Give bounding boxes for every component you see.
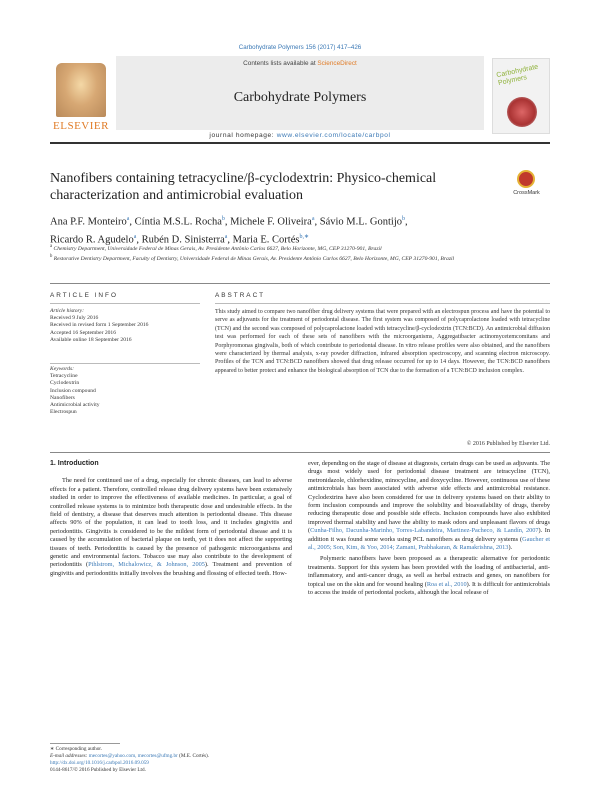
author-affiliation-link[interactable]: b,∗ <box>299 233 309 240</box>
history-received: Received 9 July 2016 <box>50 315 99 322</box>
footnotes <box>50 746 292 774</box>
author-name: Michele F. Oliveira <box>230 216 312 228</box>
author-name: Rubén D. Sinisterra <box>141 234 225 245</box>
homepage-link[interactable]: www.elsevier.com/locate/carbpol <box>276 132 391 139</box>
affiliation-list <box>50 243 550 264</box>
email-link[interactable]: mecortes@yahoo.com, mecortes@ufmg.br <box>88 753 178 759</box>
article-title: Nanofibers containing tetracycline/β-cyclodextrin: Physico-chemical characterization and antimicrobial evaluation <box>50 171 437 203</box>
journal-masthead <box>50 56 550 140</box>
abstract-text: This study aimed to compare two nanofiber drug delivery systems that were prepared with an electrospun process and have the potential to serve as adjuvants for the treatment of periodontal disease. The first system was composed of polycaprolactone loaded with tetracycline (TCN) and the second was composed of polycaprolactone loaded with tetracycline/β-cyclodextrin (TCN:BCD). An antimicrobial diffusion test was performed for each of these sets of nanofibers with the microorganisms, Aggregatibacter actinomycetemcomitans and Porphyromonas gingivalis, both of which contribute to periodontal disease. In vitro release profiles were also obtained, and the nanofibers were characterized by thermal analysis, x-ray powder diffraction, infrared absorption spectroscopy, and scanning electron microscopy. Profiles of the TCN and TCN:BCD nanofibers showed that drug release occurred for up to 14 days. However, the TCN:BCD nanofibers appeared to better protect and enhance the biological absorption of TCN due to the formation of a TCN:BCD inclusion complex. <box>215 309 550 374</box>
issn-line: 0144-8617/© 2016 Published by Elsevier Ltd. <box>50 767 146 773</box>
doi-link[interactable]: http://dx.doi.org/10.1016/j.carbpol.2016.09.059 <box>50 760 149 766</box>
publisher-name: ELSEVIER <box>53 120 109 132</box>
journal-title: Carbohydrate Polymers <box>233 90 367 105</box>
keyword-item: Inclusion compound <box>50 387 96 394</box>
author-name: Ana P.F. Monteiro <box>50 216 127 228</box>
body-paragraph: ever, depending on the stage of disease at diagnosis, certain drugs can be used as adjuvants. The drugs most widely used for periodontal disease treatment are tetracycline (TCN), metronidazole, chlorhexidine, minocycline, and doxycycline. However, continuous use of these antimicrobials has been associated with adverse side effects and antimicrobial resistance. Cyclodextrins have also been considered for use in delivery systems based on their ability to form inclusion compounds and improve the solubility and bioavailability of drugs, thereby reducing therapeutic dose and possible side effects. Inclusion compounds have also exhibited improved thermal stability and have the ability to mask odors and unpleasant flavors of drugs (Cunha-Filho, Dacunha-Marinho, Torres-Labandeira, Martinez-Pacheco, & Landín, 2007). In addition it was found some works using PCL nanofibers as drug delivery systems (Gaucher et al., 2005; Son, Kim, & Yoo, 2014; Zamani, Prabhakaran, & Ramakrishna, 2013). <box>308 460 550 552</box>
history-accepted: Accepted 16 September 2016 <box>50 329 117 336</box>
email-note: E-mail addresses: mecortes@yahoo.com, mecortes@ufmg.br (M.E. Cortés). <box>50 753 210 759</box>
abstract-copyright: © 2016 Published by Elsevier Ltd. <box>466 441 550 447</box>
author-name: Cíntia M.S.L. Rocha <box>134 216 222 228</box>
corresponding-author-note: ∗ Corresponding author. <box>50 746 103 752</box>
abstract-heading: ABSTRACT <box>215 292 266 299</box>
citation-link[interactable]: Gaucher et al., 2005; Son, Kim, & Yoo, 2014; Zamani, Prabhakaran, & Ramakrishna, 2013 <box>308 535 550 552</box>
homepage-line <box>116 132 484 139</box>
author-affiliation-link[interactable]: a <box>133 233 137 240</box>
body-paragraph: The need for continued use of a drug, especially for chronic diseases, can lead to adverse effects for a patient. Therefore, controlled release drug delivery systems have been extensively studied in order to improve the effectiveness of available medicines. In particular, a goal of controlled release systems is to minimize both therapeutic dose and undesirable effects. In the field of dentistry, a disease that deserves much attention is periodontal disease. This disease affects 90% of the population, it can lead to tooth loss, and it includes gingivitis and periodontitis. Gingivitis is considered to be the mildest form of periodontal disease and it is caused by the accumulation of bacterial plaque on teeth, yet it does not affect the supporting tissues of teeth. Periodontitis is caused by the presence of pathogenic microorganisms and genetic and environmental factors. Tobacco use may also contribute to the development of periodontitis (Pihlstrom, Michalowicz, & Johnson, 2005). Treatment and prevention of gingivitis and periodontitis initially involves the brushing and flossing of effected teeth. How- <box>50 477 292 577</box>
author-line-2: Ricardo R. Agudelo$^a$, Rubén D. Sinisterra$^a$, Maria E. Cortés$^{b,∗}$ <box>50 233 309 245</box>
citation-link[interactable]: Cunha-Filho, Dacunha-Marinho, Torres-Labandeira, Martinez-Pacheco, & Landín, 2007 <box>310 527 539 535</box>
footnote-divider <box>50 743 120 744</box>
citation-link[interactable]: Roa et al., 2010 <box>426 580 467 588</box>
elsevier-logo <box>50 63 112 131</box>
keyword-item: Electrospun <box>50 409 77 416</box>
affiliation-b: $^b$ Restorative Dentistry Department, Faculty of Dentistry, Universidade Federal de Minas Gerais, Av. Presidente Antônio Carlos 6627, Belo Horizonte, MG, CEP 31270-901, Brazil <box>50 254 455 263</box>
history-revised: Received in revised form 1 September 2016 <box>50 322 149 329</box>
body-column-right <box>308 460 550 601</box>
journal-banner <box>116 56 484 130</box>
header-divider <box>50 142 550 144</box>
cover-graphic-icon <box>507 97 537 127</box>
article-info-heading: ARTICLE INFO <box>50 292 118 299</box>
author-line-1: Ana P.F. Monteiro$^a$, Cíntia M.S.L. Rocha$^b$, Michele F. Oliveira$^a$, Sávio M.L. Gontijo$^b$, <box>50 216 408 228</box>
abstract-divider <box>215 303 550 304</box>
body-column-left <box>50 460 292 581</box>
crossmark-label: CrossMark <box>513 190 540 196</box>
citation-link[interactable]: Pihlstrom, Michalowicz, & Johnson, 2005 <box>88 561 205 569</box>
contents-prefix: Contents lists available at <box>243 60 318 67</box>
author-list <box>50 212 550 247</box>
contents-line <box>116 60 484 67</box>
history-label: Article history: <box>50 308 85 314</box>
keyword-item: Tetracycline <box>50 373 78 380</box>
homepage-prefix: journal homepage: <box>209 132 277 139</box>
elsevier-tree-icon <box>56 63 106 117</box>
keyword-list <box>50 366 200 416</box>
author-affiliation-link[interactable]: b <box>221 216 225 222</box>
author-affiliation-link[interactable]: a <box>126 216 130 222</box>
keyword-item: Cyclodextrin <box>50 380 80 387</box>
author-affiliation-link[interactable]: a <box>224 233 228 240</box>
crossmark-badge[interactable] <box>503 170 550 202</box>
cover-title: Carbohydrate Polymers <box>495 63 539 88</box>
authors-divider <box>50 283 550 284</box>
journal-cover-image <box>492 58 550 134</box>
keywords-divider <box>50 363 200 364</box>
keyword-item: Nanofibers <box>50 394 75 401</box>
author-affiliation-link[interactable]: b <box>402 216 406 222</box>
keyword-item: Antimicrobial activity <box>50 402 100 409</box>
affiliation-a: $^a$ Chemistry Department, Universidade Federal de Minas Gerais, Av. Presidente Antônio Carlos 6627, Belo Horizonte, MG, CEP 31270-901, Brazil <box>50 244 382 252</box>
body-paragraph: Polymeric nanofibers have been proposed as a therapeutic alternative for periodontic treatments. Support for this system has been provided with the loading of antibacterial, anti-inflammatory, and anti-cancer drugs, as well as herbal extracts and genes, on nanofibers for topical use on the skin and for wound healing (Roa et al., 2010). It is difficult for antimicrobials to access the inside of periodontal pockets, although the local release of <box>308 555 551 597</box>
introduction-heading: 1. Introduction <box>50 460 99 467</box>
author-name: Maria E. Cortés <box>232 234 300 245</box>
author-name: Ricardo R. Agudelo <box>50 234 134 245</box>
sciencedirect-link[interactable]: ScienceDirect <box>317 60 357 67</box>
history-online: Available online 18 September 2016 <box>50 336 132 343</box>
keywords-label: Keywords: <box>50 366 75 372</box>
abstract-end-divider <box>50 452 550 453</box>
article-history <box>50 308 200 344</box>
article-info-divider <box>50 303 200 304</box>
journal-reference[interactable]: Carbohydrate Polymers 156 (2017) 417–426 <box>238 44 362 51</box>
author-name: Sávio M.L. Gontijo <box>319 216 403 228</box>
crossmark-icon <box>517 170 535 188</box>
author-affiliation-link[interactable]: a <box>311 216 315 222</box>
